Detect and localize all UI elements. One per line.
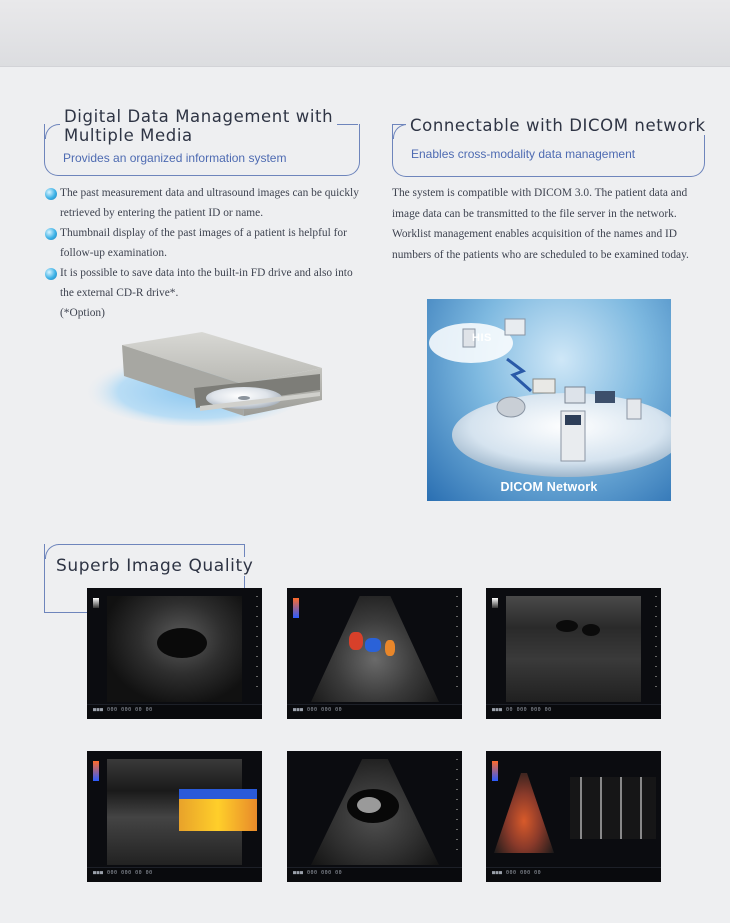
right-heading-subtitle: Enables cross-modality data management [411, 147, 636, 161]
bullet-text: It is possible to save data into the built-in FD drive and also into the external CD-R drive*. [60, 267, 353, 299]
list-item [46, 223, 366, 263]
ultrasound-image: ■■■ 000 000 00 00 [87, 588, 262, 719]
ultrasound-image: ■■■ 000 000 00 [287, 588, 462, 719]
image-heading-topline [58, 544, 244, 545]
left-heading-title-line2: Multiple Media [64, 126, 193, 145]
list-item [46, 183, 366, 223]
bullet-text: Thumbnail display of the past images of a patient is helpful for follow-up examination. [60, 227, 347, 259]
ultrasound-image: ■■■ 000 000 00 [287, 751, 462, 882]
dicom-network-label: DICOM Network [500, 480, 598, 494]
bullet-text: The past measurement data and ultrasound images can be quickly retrieved by entering the patient ID or name. [60, 187, 359, 219]
dicom-description: The system is compatible with DICOM 3.0. The patient data and image data can be transmitted to the file server in the network. Worklist management enables acquisition of the names and ID numbers of the patients who are scheduled to be examined today. [392, 187, 689, 261]
top-band [0, 0, 730, 67]
dicom-network-illustration [427, 299, 671, 501]
ultrasound-image: ■■■ 00 000 000 00 [486, 588, 661, 719]
option-note: (*Option) [60, 307, 105, 319]
image-heading-bottomline [44, 612, 88, 613]
left-heading-title-line1: Digital Data Management with [64, 107, 334, 126]
left-heading-subtitle: Provides an organized information system [63, 151, 287, 165]
image-heading-title: Superb Image Quality [52, 557, 257, 576]
bullet-dot-icon [45, 228, 57, 240]
bullet-dot-icon [45, 188, 57, 200]
feature-list [46, 183, 366, 323]
right-heading-title: Connectable with DICOM network [406, 116, 710, 135]
cd-r-drive-image [82, 330, 342, 430]
his-label: HIS [472, 332, 492, 344]
left-heading-title [60, 107, 337, 145]
ultrasound-image: ■■■ 000 000 00 [486, 751, 661, 882]
ultrasound-image: ■■■ 000 000 00 00 [87, 751, 262, 882]
bullet-dot-icon [45, 268, 57, 280]
list-item [46, 263, 366, 303]
